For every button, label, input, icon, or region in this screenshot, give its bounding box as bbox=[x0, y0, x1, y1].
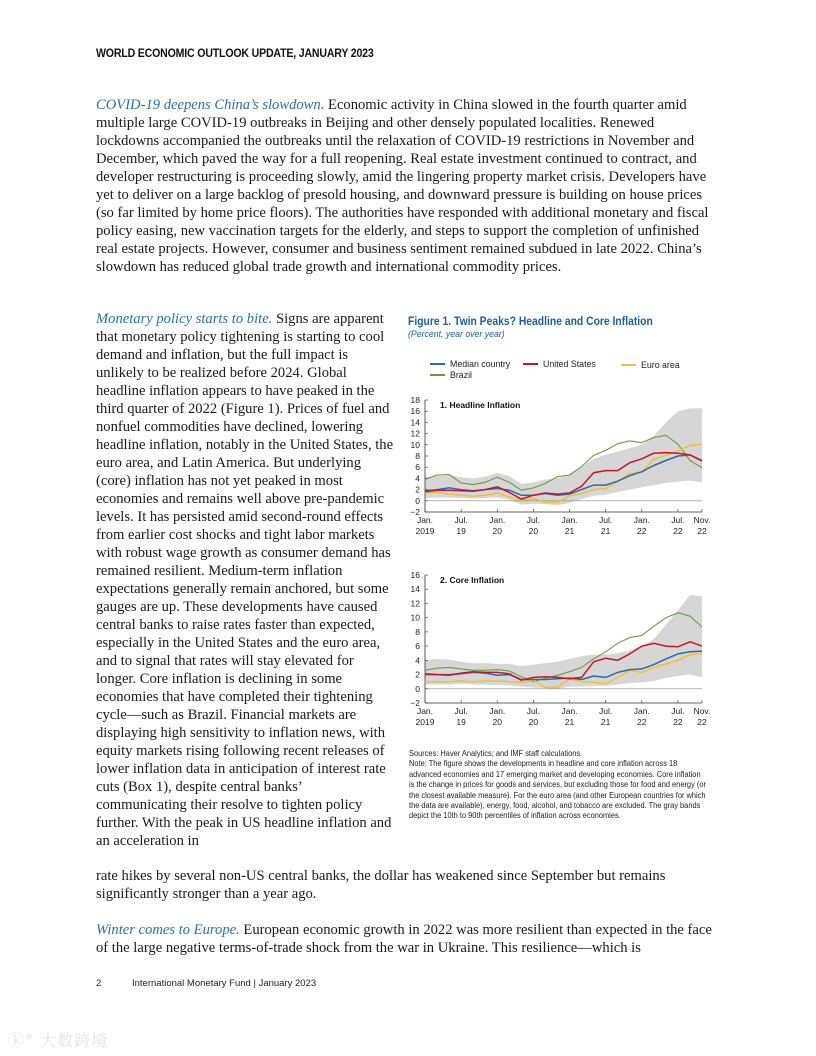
svg-text:18: 18 bbox=[410, 395, 420, 405]
svg-text:12: 12 bbox=[410, 598, 420, 609]
svg-text:8: 8 bbox=[415, 451, 420, 461]
svg-text:Jul.: Jul. bbox=[671, 515, 685, 525]
svg-text:Jan.: Jan. bbox=[416, 515, 434, 525]
svg-text:Jul.: Jul. bbox=[526, 515, 541, 525]
svg-text:4: 4 bbox=[415, 655, 420, 666]
svg-text:22: 22 bbox=[697, 526, 707, 536]
paragraph-monetary-continued: rate hikes by several non-US central banks, the dollar has weakened since September but remains significantly stronger than a year ago. bbox=[96, 868, 666, 902]
paragraph-europe bbox=[96, 921, 716, 957]
svg-text:Jul.: Jul. bbox=[599, 515, 613, 525]
page-number: 2 bbox=[96, 978, 102, 989]
page-footer bbox=[96, 978, 316, 989]
svg-text:20: 20 bbox=[492, 526, 502, 536]
legend-item-us: United States bbox=[523, 359, 596, 369]
footer-text: International Monetary Fund | January 2023 bbox=[132, 978, 317, 989]
figure-note: Note: The figure shows the developments in headline and core inflation across 18 advanced economies and 17 emerging market and developing economies. Core inflation is the change in prices for goods and services, but excluding those for food and energy (or the closest available measure). For the euro area (and other European countries for which the data are available), energy, food, alcohol, and tobacco are excluded. The gray bands depict the 10th to 90th percentiles of inflation across economies. bbox=[409, 759, 706, 821]
svg-text:Jul.: Jul. bbox=[671, 706, 685, 716]
svg-text:14: 14 bbox=[410, 584, 420, 595]
figure-sources: Sources: Haver Analytics; and IMF staff calculations. bbox=[409, 749, 583, 758]
svg-text:16: 16 bbox=[410, 570, 420, 580]
svg-text:22: 22 bbox=[637, 526, 647, 536]
svg-text:Nov.: Nov. bbox=[693, 706, 711, 716]
svg-text:8: 8 bbox=[415, 626, 420, 637]
svg-text:10: 10 bbox=[410, 439, 420, 450]
svg-text:Jan.: Jan. bbox=[633, 706, 650, 716]
percentile-band bbox=[425, 595, 702, 689]
svg-text:6: 6 bbox=[415, 462, 420, 473]
svg-text:22: 22 bbox=[637, 717, 647, 727]
svg-text:0: 0 bbox=[415, 495, 420, 506]
running-header: WORLD ECONOMIC OUTLOOK UPDATE, JANUARY 2023 bbox=[96, 48, 374, 60]
svg-text:19: 19 bbox=[456, 526, 466, 536]
svg-text:2: 2 bbox=[415, 669, 420, 680]
paragraph-lead: Monetary policy starts to bite. bbox=[96, 311, 273, 327]
svg-text:Jan.: Jan. bbox=[561, 515, 578, 525]
headline-inflation-chart bbox=[400, 392, 720, 552]
paragraph-lead: Winter comes to Europe. bbox=[96, 922, 240, 938]
svg-text:Jul.: Jul. bbox=[526, 706, 541, 716]
panel-title: 2. Core Inflation bbox=[440, 575, 505, 585]
svg-text:2: 2 bbox=[415, 484, 420, 495]
svg-text:2019: 2019 bbox=[415, 717, 435, 727]
paragraph-body: Signs are apparent that monetary policy tightening is starting to cool demand and inflation, but the full impact is unlikely to be realized before 2024. Global headline inflation appears to have peaked in the third quarter of 2022 (Figure 1). Prices of fuel and nonfuel commodities have declined, lowering headline inflation, notably in the United States, the euro area, and Latin America. But underlying (core) inflation has not yet peaked in most economies and remains well above pre-pandemic levels. It has persisted amid second-round effects from earlier cost shocks and tight labor markets with robust wage growth as consumer demand has remained resilient. Medium-term inflation expectations generally remain anchored, but some gauges are up. These developments have caused central banks to raise rates faster than expected, especially in the United States and the euro area, and to signal that rates will stay elevated for longer. Core inflation is declining in some economies that have completed their tightening cycle—such as Brazil. Financial markets are displaying high sensitivity to inflation news, with equity markets rising following recent releases of lower inflation data in anticipation of interest rate cuts (Box 1), despite central banks’ communicating their resolve to tighten policy further. With the peak in US headline inflation and an acceleration in bbox=[96, 311, 394, 849]
legend-swatch-icon bbox=[430, 363, 445, 365]
svg-text:−2: −2 bbox=[410, 698, 420, 708]
svg-text:16: 16 bbox=[410, 406, 420, 417]
watermark-icon: ⓚ° bbox=[8, 1031, 35, 1050]
core-inflation-chart bbox=[400, 567, 720, 743]
svg-text:10: 10 bbox=[410, 612, 420, 623]
svg-text:21: 21 bbox=[600, 526, 611, 536]
svg-text:Jul.: Jul. bbox=[454, 706, 468, 716]
svg-text:Jan.: Jan. bbox=[489, 706, 506, 716]
svg-text:21: 21 bbox=[564, 526, 575, 536]
svg-text:21: 21 bbox=[600, 717, 611, 727]
svg-text:Jan.: Jan. bbox=[561, 706, 578, 716]
figure-notes bbox=[409, 749, 709, 822]
watermark-logo: ⓚ° 大数跨境 bbox=[8, 1031, 109, 1050]
paragraph-monetary bbox=[96, 310, 396, 850]
svg-text:20: 20 bbox=[528, 526, 539, 536]
chart-legend bbox=[430, 359, 730, 389]
svg-text:Jan.: Jan. bbox=[633, 515, 650, 525]
figure-subtitle: (Percent, year over year) bbox=[408, 329, 505, 340]
svg-text:12: 12 bbox=[410, 428, 420, 439]
paragraph-lead: COVID-19 deepens China’s slowdown. bbox=[96, 97, 325, 113]
figure-title: Figure 1. Twin Peaks? Headline and Core Inflation bbox=[408, 316, 653, 328]
svg-text:4: 4 bbox=[415, 473, 420, 484]
paragraph-body: Economic activity in China slowed in the fourth quarter amid multiple large COVID-19 outbreaks in Beijing and other densely populated localities. Renewed lockdowns accompanied the outbreaks until the relaxation of COVID-19 restrictions in November and December, which paved the way for a full reopening. Real estate investment continued to contract, and developer restructuring is proceeding slowly, amid the lingering property market crisis. Developers have yet to deliver on a large backlog of presold housing, and downward pressure is building on house prices (so far limited by home price floors). The authorities have responded with additional monetary and fiscal policy easing, new vaccination targets for the elderly, and steps to support the completion of unfinished real estate projects. However, consumer and business sentiment remained subdued in late 2022. China’s slowdown has reduced global trade growth and international commodity prices. bbox=[96, 97, 709, 275]
svg-text:Jan.: Jan. bbox=[489, 515, 506, 525]
svg-text:21: 21 bbox=[564, 717, 575, 727]
svg-text:2019: 2019 bbox=[415, 526, 435, 536]
svg-text:19: 19 bbox=[456, 717, 466, 727]
svg-text:22: 22 bbox=[697, 717, 707, 727]
svg-text:22: 22 bbox=[673, 526, 683, 536]
legend-item-median: Median country bbox=[430, 359, 510, 369]
svg-text:0: 0 bbox=[415, 683, 420, 694]
paragraph-body: European economic growth in 2022 was more resilient than expected in the face of the large negative terms-of-trade shock from the war in Ukraine. This resilience—which is bbox=[96, 922, 712, 956]
svg-text:Jul.: Jul. bbox=[454, 515, 468, 525]
panel-title: 1. Headline Inflation bbox=[440, 400, 521, 410]
svg-text:Nov.: Nov. bbox=[693, 515, 711, 525]
svg-text:6: 6 bbox=[415, 641, 420, 652]
legend-item-euro: Euro area bbox=[621, 360, 680, 370]
svg-text:−2: −2 bbox=[410, 507, 420, 517]
legend-swatch-icon bbox=[523, 363, 538, 365]
svg-text:14: 14 bbox=[410, 417, 420, 428]
svg-text:22: 22 bbox=[673, 717, 683, 727]
paragraph-china bbox=[96, 96, 716, 276]
legend-swatch-icon bbox=[621, 364, 636, 366]
figure-1 bbox=[408, 316, 718, 727]
svg-text:Jan.: Jan. bbox=[416, 706, 434, 716]
legend-item-brazil: Brazil bbox=[430, 370, 472, 380]
svg-text:20: 20 bbox=[528, 717, 539, 727]
legend-swatch-icon bbox=[430, 374, 445, 376]
svg-text:Jul.: Jul. bbox=[599, 706, 613, 716]
svg-text:20: 20 bbox=[492, 717, 502, 727]
